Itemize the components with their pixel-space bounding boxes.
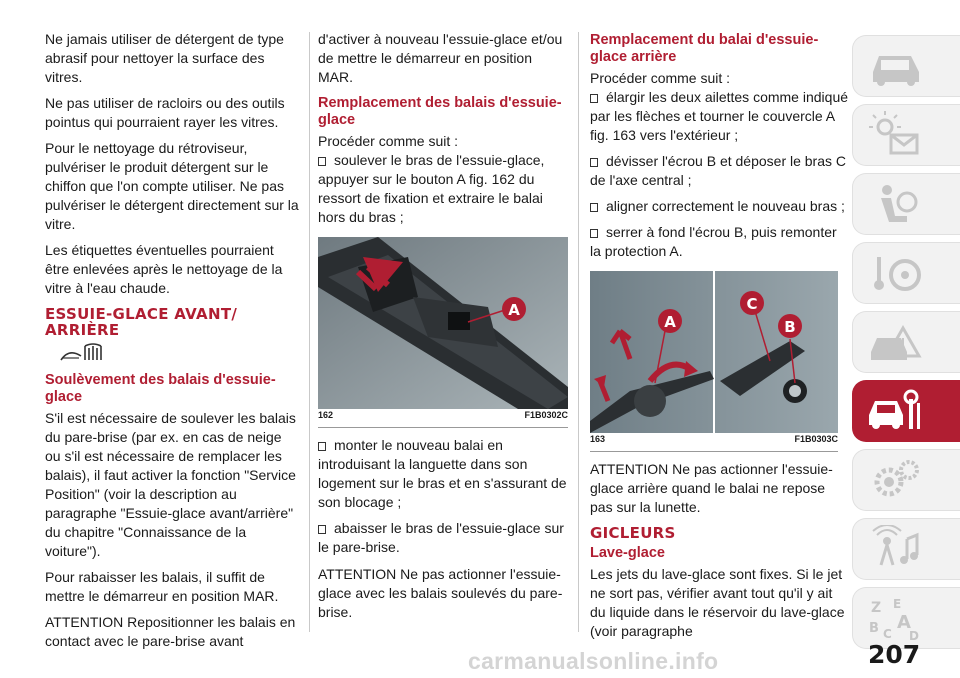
index-letters-icon <box>867 594 927 642</box>
list-item: aligner correctement le nouveau bras ; <box>590 197 848 216</box>
svg-text:Z: Z <box>871 600 882 616</box>
tab-starting-driving[interactable] <box>852 242 960 304</box>
section-heading: GICLEURS <box>590 524 676 542</box>
airbag-seat-icon <box>867 180 927 228</box>
callout-label-a: A <box>508 301 520 319</box>
list-item: dévisser l'écrou B et déposer le bras C de l'axe central ; <box>590 153 847 188</box>
paragraph: d'activer à nouveau l'essuie-glace et/ou de mettre le démarreur en position MAR. <box>318 31 563 85</box>
paragraph: Ne pas utiliser de racloirs ou des outils pointus qui pourraient rayer les vitres. <box>45 95 285 130</box>
accident-icon <box>867 318 927 366</box>
svg-text:E: E <box>893 597 902 611</box>
paragraph: Pour le nettoyage du rétroviseur, pulvériser le produit détergent sur le chiffon que l'on compte utiliser. Ne pas pulvériser le détergent directement sur la vitre. <box>45 140 299 232</box>
multimedia-icon <box>867 525 927 573</box>
tab-car-knowledge[interactable] <box>852 35 960 97</box>
figure-162 <box>318 237 568 428</box>
checkbox-bullet-icon <box>318 157 326 166</box>
checkbox-bullet-icon <box>590 229 598 238</box>
column-1 <box>45 30 301 658</box>
svg-text:B: B <box>869 621 879 636</box>
tab-multimedia[interactable] <box>852 518 960 580</box>
paragraph: Les jets du lave-glace sont fixes. Si le jet ne sort pas, vérifier avant tout qu'il y ait du liquide dans le réservoir du lave-glace (voir paragraphe <box>590 566 845 639</box>
tab-servicing-maintenance[interactable] <box>852 380 960 442</box>
paragraph: Les étiquettes éventuelles pourraient être enlevées après le nettoyage de la vitre à l'eau chaude. <box>45 242 283 296</box>
figure-number: 163 <box>590 434 606 444</box>
intro-text: Procéder comme suit : <box>590 70 731 86</box>
car-front-icon <box>867 42 927 90</box>
list-item: monter le nouveau balai en introduisant la languette dans son logement sur le bras et en s'assurant de son blocage ; <box>318 437 567 510</box>
subheading: Soulèvement des balais d'essuie-glace <box>45 372 276 405</box>
svg-text:C: C <box>883 627 892 641</box>
figure-163 <box>590 271 838 452</box>
list-item: abaisser le bras de l'essuie-glace sur le pare-brise. <box>318 520 564 555</box>
wiper-symbol-icon <box>59 342 301 364</box>
tab-dashboard[interactable] <box>852 104 960 166</box>
column-divider-2 <box>578 32 579 632</box>
list-item: soulever le bras de l'essuie-glace, appuyer sur le bouton A fig. 162 du ressort de fixation et extraire le balai hors du bras ; <box>318 152 545 225</box>
wiper-arm-illustration <box>318 237 568 409</box>
intro-text: Procéder comme suit : <box>318 133 459 149</box>
column-3 <box>590 30 848 648</box>
checkbox-bullet-icon <box>590 94 598 103</box>
tab-technical-specs[interactable] <box>852 449 960 511</box>
steering-key-icon <box>867 249 927 297</box>
tab-safety[interactable] <box>852 173 960 235</box>
figure-code: F1B0303C <box>794 434 838 444</box>
subheading: Lave-glace <box>590 545 665 561</box>
checkbox-bullet-icon <box>590 158 598 167</box>
warning-lights-icon <box>867 111 927 159</box>
list-item: serrer à fond l'écrou B, puis remonter la protection A. <box>590 224 837 259</box>
watermark: carmanualsonline.info <box>468 648 719 674</box>
column-divider-1 <box>309 32 310 632</box>
callout-label-c: C <box>746 295 758 313</box>
subheading: Remplacement des balais d'essuie-glace <box>318 95 562 128</box>
page-number: 207 <box>868 640 921 669</box>
list-item: élargir les deux ailettes comme indiqué par les flèches et tourner le couvercle A fig. 163 vers l'extérieur ; <box>590 89 849 143</box>
warning-text: ATTENTION Ne pas actionner l'essuie-glace avec les balais soulevés du pare-brise. <box>318 566 563 620</box>
paragraph: Pour rabaisser les balais, il suffit de mettre le démarreur en position MAR. <box>45 569 279 604</box>
column-2 <box>318 30 570 629</box>
gears-icon <box>867 456 927 504</box>
callout-label-a: A <box>664 313 676 331</box>
checkbox-bullet-icon <box>318 525 326 534</box>
checkbox-bullet-icon <box>318 442 326 451</box>
svg-text:A: A <box>897 612 911 633</box>
figure-code: F1B0302C <box>524 410 568 420</box>
paragraph: S'il est nécessaire de soulever les balais du pare-brise (par ex. en cas de neige ou s'il est nécessaire de remplacer les balais), il faut activer la fonction "Service Position" (voir la description au paragraphe "Essuie-glace avant/arrière" du chapitre "Connaissance de la voiture"). <box>45 410 296 559</box>
tab-emergency[interactable] <box>852 311 960 373</box>
svg-text:D: D <box>909 629 919 642</box>
subheading: Remplacement du balai d'essuie-glace arrière <box>590 32 819 65</box>
section-heading: ESSUIE-GLACE AVANT/ ARRIÈRE <box>45 305 238 339</box>
figure-number: 162 <box>318 410 334 420</box>
car-wrench-icon <box>867 387 927 435</box>
paragraph: ATTENTION Repositionner les balais en contact avec le pare-brise avant <box>45 614 296 649</box>
rear-wiper-illustration <box>590 271 838 433</box>
chapter-sidebar <box>852 35 960 656</box>
checkbox-bullet-icon <box>590 203 598 212</box>
warning-text: ATTENTION Ne pas actionner l'essuie-glace arrière quand le balai ne repose pas sur la lunette. <box>590 461 833 515</box>
paragraph: Ne jamais utiliser de détergent de type abrasif pour nettoyer la surface des vitres. <box>45 31 284 85</box>
callout-label-b: B <box>784 318 796 336</box>
